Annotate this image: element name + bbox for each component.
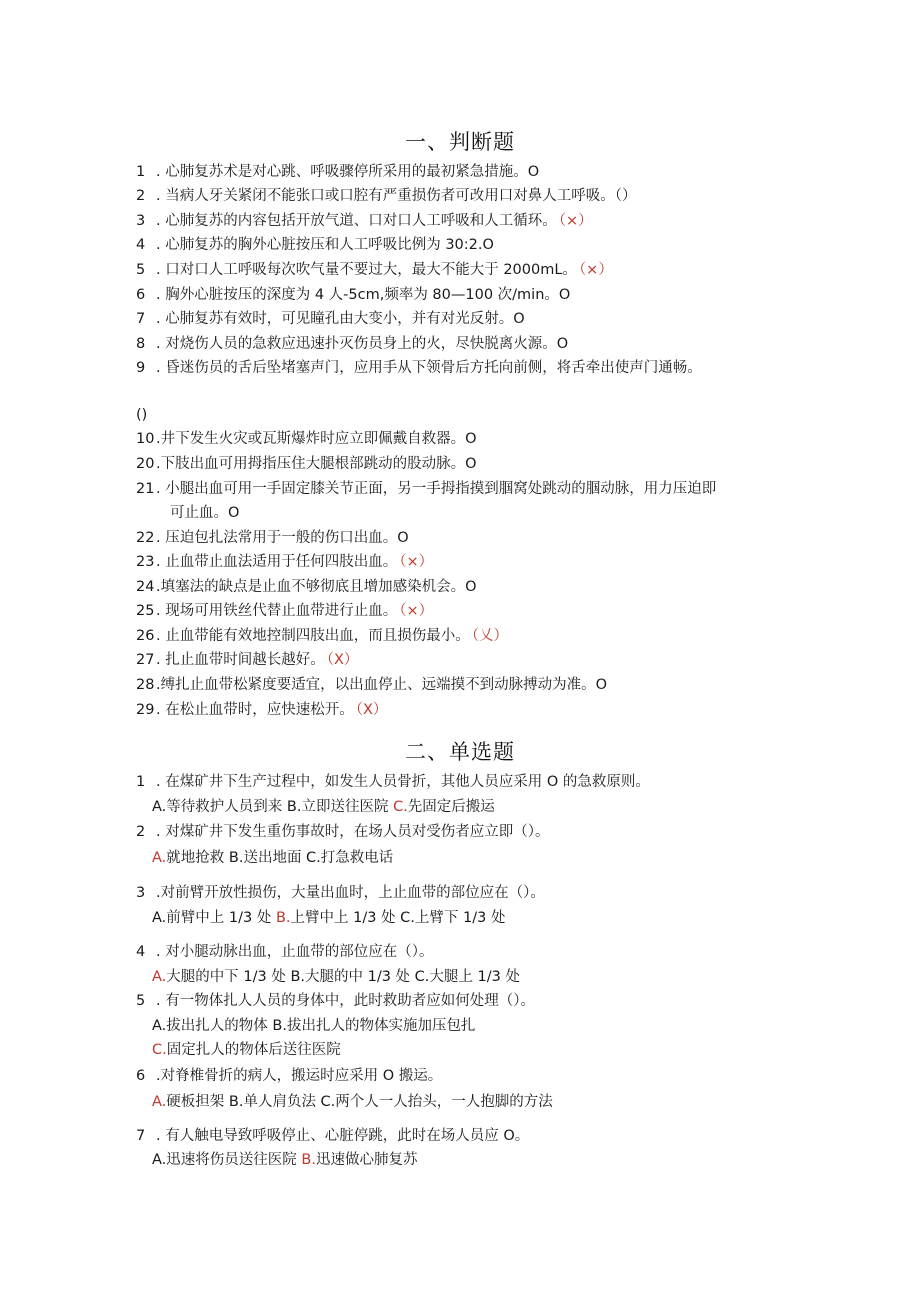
item-text: . 止血带能有效地控制四肢出血，而且损伤最小。 <box>156 628 470 644</box>
item-text: . 心肺复苏的胸外心脏按压和人工呼吸比例为 30:2.O <box>156 237 494 253</box>
item-number: 9 <box>136 360 146 376</box>
question-stem <box>136 1126 896 1146</box>
item-number: 24 <box>136 579 155 595</box>
item-number: 21 <box>136 481 155 497</box>
item-number: 23 <box>136 554 155 570</box>
correct-option-letter: A. <box>152 969 167 985</box>
judgment-item <box>136 528 896 548</box>
option-text: 上臂中上 1/3 处 C.上臂下 1/3 处 <box>290 910 506 926</box>
item-number: 8 <box>136 336 146 352</box>
question-text: . 对煤矿井下发生重伤事故时，在场人员对受伤者应立即（）。 <box>156 824 550 840</box>
item-text: . 对烧伤人员的急救应迅速扑灭伤员身上的火，尽快脱离火源。O <box>156 336 569 352</box>
item-number: 25 <box>136 603 155 619</box>
answer-options <box>152 908 505 928</box>
question-stem <box>136 822 896 842</box>
question-text: . 有一物体扎人人员的身体中，此时救助者应如何处理（）。 <box>156 993 535 1009</box>
judgment-item <box>136 454 896 474</box>
item-text: . 当病人牙关紧闭不能张口或口腔有严重损伤者可改用口对鼻人工呼吸。（） <box>156 188 637 204</box>
option-text: A.前臂中上 1/3 处 <box>152 910 276 926</box>
judgment-item <box>136 285 896 305</box>
item-number: 27 <box>136 652 155 668</box>
judgment-item <box>136 650 896 670</box>
option-text: A.迅速将伤员送往医院 <box>152 1152 302 1168</box>
judgment-item <box>136 700 896 720</box>
question-number: 7 <box>136 1128 146 1144</box>
correct-option-letter: B. <box>301 1152 316 1168</box>
question-stem <box>136 991 896 1011</box>
judgment-item <box>136 358 896 378</box>
option-text: 硬板担架 B.单人肩负法 C.两个人一人抬头，一人抱脚的方法 <box>166 1094 553 1110</box>
item-text: . 口对口人工呼吸每次吹气量不要过大，最大不能大于 2000mL。 <box>156 262 577 278</box>
judgment-item <box>136 235 896 255</box>
question-stem <box>136 942 896 962</box>
judgment-item <box>136 429 896 449</box>
question-number: 2 <box>136 824 146 840</box>
judgment-item <box>136 479 896 499</box>
question-number: 4 <box>136 944 146 960</box>
answer-options <box>152 1016 475 1036</box>
question-text: . 对小腿动脉出血，止血带的部位应在（）。 <box>156 944 434 960</box>
question-text: . 有人触电导致呼吸停止、心脏停跳，此时在场人员应 O。 <box>156 1128 530 1144</box>
item-number: 7 <box>136 311 146 327</box>
judgment-item <box>136 334 896 354</box>
question-number: 3 <box>136 885 146 901</box>
item-text: .下肢出血可用拇指压住大腿根部跳动的股动脉。O <box>156 456 477 472</box>
judgment-item <box>136 162 896 182</box>
item-number: 26 <box>136 628 155 644</box>
section-title-single-choice: 二、单选题 <box>405 740 515 764</box>
judgment-item <box>136 675 896 695</box>
question-number: 5 <box>136 993 146 1009</box>
item-text: . 小腿出血可用一手固定膝关节正面，另一手拇指摸到腘窝处跳动的腘动脉，用力压迫即 <box>156 481 717 497</box>
answer-mark: （×） <box>558 213 593 229</box>
item-9-tail: () <box>136 407 148 423</box>
option-text: 固定扎人的物体后送往医院 <box>166 1042 341 1058</box>
answer-mark: （×） <box>399 603 434 619</box>
judgment-item <box>136 211 896 231</box>
answer-options <box>152 797 495 817</box>
option-text: A.等待救护人员到来 B.立即送往医院 <box>152 799 394 815</box>
question-stem <box>136 772 896 792</box>
answer-options <box>152 848 393 868</box>
judgment-item <box>170 503 920 523</box>
item-text: . 现场可用铁丝代替止血带进行止血。 <box>156 603 398 619</box>
question-stem <box>136 883 896 903</box>
question-text: .对前臂开放性损伤，大量出血时，上止血带的部位应在（）。 <box>156 885 545 901</box>
item-text: . 心肺复苏有效时，可见瞳孔由大变小，并有对光反射。O <box>156 311 525 327</box>
answer-options <box>152 1092 553 1112</box>
item-text: . 心肺复苏的内容包括开放气道、口对口人工呼吸和人工循环。 <box>156 213 557 229</box>
item-number: 3 <box>136 213 146 229</box>
answer-options <box>152 1150 417 1170</box>
answer-options <box>152 967 520 987</box>
judgment-item <box>136 552 896 572</box>
item-text: .缚扎止血带松紧度要适宜，以出血停止、远端摸不到动脉搏动为准。O <box>156 677 608 693</box>
item-number: 2 <box>136 188 146 204</box>
item-number: 22 <box>136 530 155 546</box>
item-text: . 昏迷伤员的舌后坠堵塞声门，应用手从下领骨后方托向前侧，将舌牵出使声门通畅。 <box>156 360 702 376</box>
question-text: . 在煤矿井下生产过程中，如发生人员骨折，其他人员应采用 O 的急救原则。 <box>156 774 650 790</box>
option-text: 大腿的中下 1/3 处 B.大腿的中 1/3 处 C.大腿上 1/3 处 <box>166 969 520 985</box>
item-text: .井下发生火灾或瓦斯爆炸时应立即佩戴自救器。O <box>156 431 477 447</box>
option-text: 就地抢救 B.送出地面 C.打急救电话 <box>166 850 394 866</box>
item-number: 5 <box>136 262 146 278</box>
judgment-item <box>136 601 896 621</box>
correct-option-letter: C. <box>152 1042 167 1058</box>
option-text: 迅速做心肺复苏 <box>315 1152 418 1168</box>
answer-mark: （×） <box>399 554 434 570</box>
item-text: . 在松止血带时，应快速松开。 <box>156 702 354 718</box>
judgment-item <box>136 626 896 646</box>
item-text: .填塞法的缺点是止血不够彻底且增加感染机会。O <box>156 579 477 595</box>
question-number: 6 <box>136 1068 146 1084</box>
option-text: 先固定后搬运 <box>407 799 495 815</box>
item-number: 1 <box>136 164 146 180</box>
judgment-item <box>136 186 896 206</box>
item-text: . 止血带止血法适用于任何四肢出血。 <box>156 554 398 570</box>
section-title-judgment: 一、判断题 <box>405 130 515 154</box>
option-text: A.拔出扎人的物体 B.拔出扎人的物体实施加压包扎 <box>152 1018 476 1034</box>
item-text: . 扎止血带时间越长越好。 <box>156 652 325 668</box>
question-text: .对脊椎骨折的病人，搬运时应采用 O 搬运。 <box>156 1068 443 1084</box>
correct-option-letter: A. <box>152 850 167 866</box>
item-number: 29 <box>136 702 155 718</box>
correct-option-letter: C. <box>393 799 408 815</box>
judgment-item <box>136 577 896 597</box>
item-text: . 压迫包扎法常用于一般的伤口出血。O <box>156 530 409 546</box>
item-text: 可止血。O <box>170 505 240 521</box>
answer-options <box>152 1040 341 1060</box>
item-text: . 胸外心脏按压的深度为 4 人-5cm,频率为 80—100 次/min。O <box>156 287 571 303</box>
item-number: 10 <box>136 431 155 447</box>
answer-mark: （×） <box>578 262 613 278</box>
correct-option-letter: B. <box>275 910 291 926</box>
judgment-item <box>136 260 896 280</box>
question-number: 1 <box>136 774 146 790</box>
judgment-item <box>136 309 896 329</box>
item-text: . 心肺复苏术是对心跳、呼吸骤停所采用的最初紧急措施。O <box>156 164 540 180</box>
answer-mark: （X） <box>326 652 359 668</box>
question-stem <box>136 1066 896 1086</box>
answer-mark: （乂） <box>471 628 508 644</box>
correct-option-letter: A. <box>152 1094 167 1110</box>
item-number: 6 <box>136 287 146 303</box>
answer-mark: （X） <box>355 702 388 718</box>
item-number: 4 <box>136 237 146 253</box>
item-number: 28 <box>136 677 155 693</box>
item-number: 20 <box>136 456 155 472</box>
